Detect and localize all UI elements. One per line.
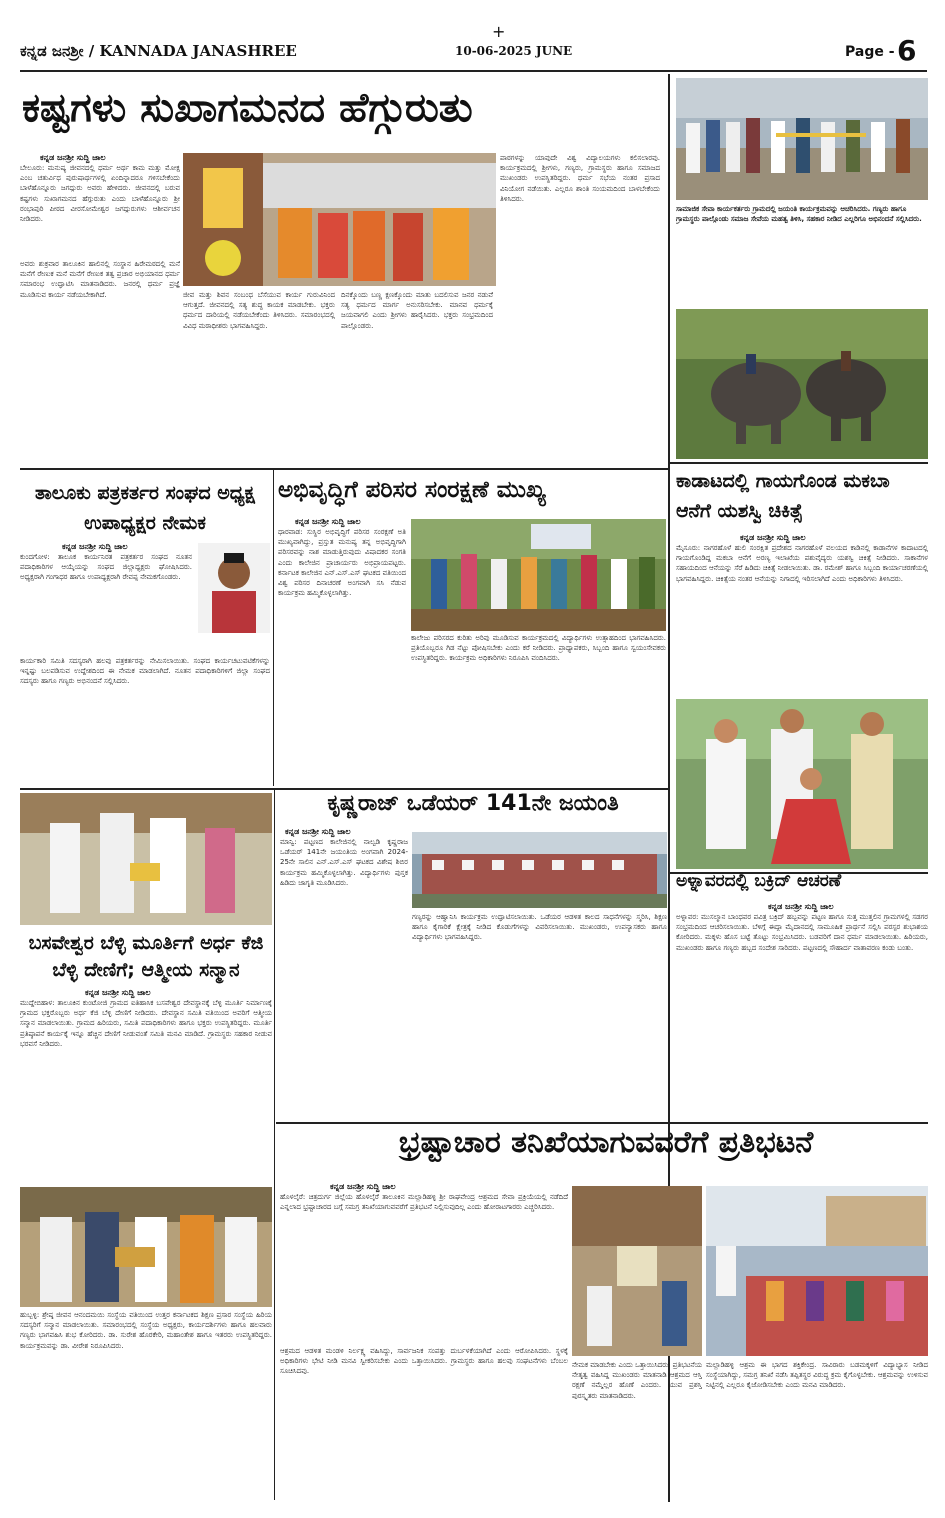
main-body-b: ಅವರು ಶುಕ್ರವಾರ ತಾಲೂಕಿನ ಹಾಲಿನಲ್ಲಿ ಸಂಸ್ಥಾನ ಹಿರೇಮಠದಲ್ಲಿ ಮನೆ ಮನೆಗೆ ರೇಣುಕ ಮನೆ ಮನೆಗೆ ರೇಣುಕ ತತ್ವ ಪ್ರಚಾರ ಅಭಿಯಾನದ ಧರ್ಮ ಸಮಾರಂಭ ಉದ್ಘಾಟಿಸಿ ಮಾತನಾಡಿದರು. ಜನರಲ್ಲಿ ಧರ್ಮ ಪ್ರಜ್ಞೆ ಮೂಡಿಸುವ ಕಾರ್ಯ ನಡೆಯಬೇಕಾಗಿದೆ. bbox=[20, 260, 180, 299]
main-body-c: ಜೀವ ಮತ್ತು ಶಿವನ ಸಂಬಂಧ ಬೆಸೆಯುವ ಕಾರ್ಯ ಗುರುವಿನಿಂದ ಆಗುತ್ತದೆ. ಜೀವನದಲ್ಲಿ ಸತ್ಯ ಶುದ್ಧ ಕಾಯಕ ಮಾಡಬೇಕು. ಭಕ್ತರು ಧರ್ಮದ ದಾರಿಯಲ್ಲಿ ನಡೆಯಬೇಕೆಂದು ತಿಳಿಸಿದರು. ಸಮಾರಂಭದಲ್ಲಿ ವಿವಿಧ ಮಠಾಧೀಶರು ಭಾಗವಹಿಸಿದ್ದರು. bbox=[183, 291, 335, 330]
bakrid-byline: ಕನ್ನಡ ಜನಶ್ರೀ ಸುದ್ದಿ ಜಾಲ bbox=[768, 902, 834, 911]
parisara-body-b: ಕಾಲೇಜು ಪರಿಸರದ ಕುರಿತು ಅರಿವು ಮೂಡಿಸುವ ಕಾರ್ಯಕ್ರಮದಲ್ಲಿ ವಿದ್ಯಾರ್ಥಿಗಳು ಉತ್ಸಾಹದಿಂದ ಭಾಗವಹಿಸಿದರು. ಪ್ರತಿಯೊಬ್ಬರೂ ಗಿಡ ನೆಟ್ಟು ಪೋಷಿಸಬೇಕು ಎಂದು ಕರೆ ನೀಡಿದರು. ಪ್ರಾಧ್ಯಾಪಕರು, ಸಿಬ್ಬಂದಿ ಹಾಗೂ ಸ್ವಯಂಸೇವಕರು ಉಪಸ್ಥಿತರಿದ್ದರು. ಕಾರ್ಯಕ್ರಮ ಅಧಿಕಾರಿಗಳು ನಿರೂಪಿಸಿ ವಂದಿಸಿದರು. bbox=[411, 634, 666, 663]
taluku-headline: ತಾಲೂಕು ಪತ್ರಕರ್ತರ ಸಂಘದ ಅಧ್ಯಕ್ಷ ಉಪಾಧ್ಯಕ್ಷರ ನೇಮಕ bbox=[35, 482, 255, 534]
group-photo-caption: ಸಾಮಾಜಿಕ ಸೇವಾ ಕಾರ್ಯಕರ್ತರು ಗ್ರಾಮದಲ್ಲಿ ಜಯಂತಿ ಕಾರ್ಯಕ್ರಮವನ್ನು ಆಚರಿಸಿದರು. ಗಣ್ಯರು ಹಾಗೂ ಗ್ರಾಮಸ್ಥರು ಪಾಲ್ಗೊಂಡು ಸಮಾಜ ಸೇವೆಯ ಮಹತ್ವ ತಿಳಿಸಿ, ಸಹಕಾರ ನೀಡಿದ ಎಲ್ಲರಿಗೂ ಅಭಿನಂದನೆ ಸಲ್ಲಿಸಿದರು. bbox=[676, 205, 922, 223]
krishnaraj-byline: ಕನ್ನಡ ಜನಶ್ರೀ ಸುದ್ದಿ ಜಾಲ bbox=[285, 827, 351, 836]
krishnaraj-body-b: ಗಣ್ಯರನ್ನು ಆಹ್ವಾನಿಸಿ ಕಾರ್ಯಕ್ರಮ ಉದ್ಘಾಟಿಸಲಾಯಿತು. ಒಡೆಯರ ಆಡಳಿತ ಕಾಲದ ಸಾಧನೆಗಳನ್ನು ಸ್ಮರಿಸಿ, ಶಿಕ್ಷಣ ಹಾಗೂ ಕೈಗಾರಿಕೆ ಕ್ಷೇತ್ರಕ್ಕೆ ನೀಡಿದ ಕೊಡುಗೆಗಳನ್ನು ವಿವರಿಸಲಾಯಿತು. ಮುಖಂಡರು, ಉಪನ್ಯಾಸಕರು ಹಾಗೂ ವಿದ್ಯಾರ್ಥಿಗಳು ಭಾಗವಹಿಸಿದ್ದರು. bbox=[412, 913, 667, 942]
portrait-photo bbox=[198, 543, 270, 633]
parisara-byline: ಕನ್ನಡ ಜನಶ್ರೀ ಸುದ್ದಿ ಜಾಲ bbox=[295, 517, 361, 526]
bakrid-body: ಅಳ್ನಾವರ: ಮುಸಲ್ಮಾನ ಬಾಂಧವರ ಪವಿತ್ರ ಬಕ್ರಿದ್ ಹಬ್ಬವನ್ನು ಪಟ್ಟಣ ಹಾಗೂ ಸುತ್ತ ಮುತ್ತಲಿನ ಗ್ರಾಮಗಳಲ್ಲಿ ಸಡಗರ ಸಂಭ್ರಮದಿಂದ ಆಚರಿಸಲಾಯಿತು. ಬೆಳಿಗ್ಗೆ ಈದ್ಗಾ ಮೈದಾನದಲ್ಲಿ ಸಾಮೂಹಿಕ ಪ್ರಾರ್ಥನೆ ಸಲ್ಲಿಸಿ ಪರಸ್ಪರ ಶುಭಾಶಯ ಕೋರಿದರು. ಮಕ್ಕಳು ಹೊಸ ಬಟ್ಟೆ ತೊಟ್ಟು ಸಂಭ್ರಮಿಸಿದರು. ಬಡವರಿಗೆ ದಾನ ಧರ್ಮ ಮಾಡಲಾಯಿತು. ಹಿರಿಯರು, ಮುಖಂಡರು ಹಾಗೂ ಗಣ್ಯರು ಹಬ್ಬದ ಸಂದೇಶ ಸಾರಿದರು. ಪಟ್ಟಣದಲ್ಲಿ ಸೌಹಾರ್ದ ವಾತಾವರಣ ಕಂಡು ಬಂತು. bbox=[676, 913, 928, 952]
paper-name: ಕನ್ನಡ ಜನಶ್ರೀ / KANNADA JANASHREE bbox=[20, 42, 297, 60]
main-headline: ಕಷ್ಟಗಳು ಸುಖಾಗಮನದ ಹೆಗ್ಗುರುತು bbox=[22, 85, 473, 131]
page-label: Page - bbox=[845, 44, 895, 60]
taluku-body-a: ಕುಂದಗೋಳ: ತಾಲೂಕ ಕಾರ್ಯನಿರತ ಪತ್ರಕರ್ತರ ಸಂಘದ ನೂತನ ಪದಾಧಿಕಾರಿಗಳ ಆಯ್ಕೆಯನ್ನು ಸಂಘದ ಜಿಲ್ಲಾಧ್ಯಕ್ಷರು ಘೋಷಿಸಿದರು. ಅಧ್ಯಕ್ಷರಾಗಿ ಗಂಗಾಧರ ಹಾಗೂ ಉಪಾಧ್ಯಕ್ಷರಾಗಿ ರೇವಪ್ಪ ನೇಮಕಗೊಂಡರು. bbox=[20, 553, 192, 582]
students-books-photo bbox=[412, 832, 667, 908]
bhrashtachara-body-c: ನೇಮಕ ಮಾಡಬೇಕು ಎಂದು ಒತ್ತಾಯಿಸಿದರು. ಪ್ರತಿಭಟನೆಯ ನೇತೃತ್ವ ವಹಿಸಿದ್ದ ಮುಖಂಡರು ಮಾತನಾಡಿ ಆಶ್ರಮದ ಆಸ್ತಿ ರಕ್ಷಣೆ ನಮ್ಮೆಲ್ಲರ ಹೊಣೆ ಎಂದರು. ಯುವ ಪ್ರಶಸ್ತಿ ಪುರಸ್ಕೃತರು ಮಾತನಾಡಿದರು. bbox=[572, 1361, 702, 1400]
page-number: 6 bbox=[897, 34, 917, 67]
main-body-d: ದಿನಕ್ಕೊಂದು ಬಣ್ಣ ಕ್ಷಣಕ್ಕೊಂದು ಮಾತು ಬದಲಿಸುವ ಜನರ ನಡುವೆ ಸತ್ಯ ಧರ್ಮದ ಮಾರ್ಗ ಅನುಸರಿಸಬೇಕು. ಮಾನವ ಧರ್ಮಕ್ಕೆ ಜಯವಾಗಲಿ ಎಂದು ಶ್ರೀಗಳು ಹಾರೈಸಿದರು. ಭಕ್ತರು ಸಂಭ್ರಮದಿಂದ ಪಾಲ್ಗೊಂಡರು. bbox=[341, 291, 493, 330]
basaveshwara-body: ಮುದ್ದೇಬಿಹಾಳ: ತಾಲೂಕಿನ ಕುಂಟೋಜಿ ಗ್ರಾಮದ ಐತಿಹಾಸಿಕ ಬಸವೇಶ್ವರ ದೇವಸ್ಥಾನಕ್ಕೆ ಬೆಳ್ಳಿ ಮೂರ್ತಿ ನಿರ್ಮಾಣಕ್ಕೆ ಗ್ರಾಮದ ಭಕ್ತರೊಬ್ಬರು ಅರ್ಧ ಕೆಜಿ ಬೆಳ್ಳಿ ದೇಣಿಗೆ ನೀಡಿದರು. ದೇವಸ್ಥಾನ ಸಮಿತಿ ವತಿಯಿಂದ ಅವರಿಗೆ ಆತ್ಮೀಯ ಸನ್ಮಾನ ಮಾಡಲಾಯಿತು. ಗ್ರಾಮದ ಹಿರಿಯರು, ಸಮಿತಿ ಪದಾಧಿಕಾರಿಗಳು ಹಾಗೂ ಭಕ್ತರು ಉಪಸ್ಥಿತರಿದ್ದರು. ಮೂರ್ತಿ ಪ್ರತಿಷ್ಠಾಪನೆ ಕಾರ್ಯಕ್ಕೆ ಇನ್ನೂ ಹೆಚ್ಚಿನ ದೇಣಿಗೆ ನೀಡುವಂತೆ ಸಮಿತಿ ಮನವಿ ಮಾಡಿದೆ. ಗ್ರಾಮಸ್ಥರು ಸಹಕಾರ ನೀಡುವ ಭರವಸೆ ನೀಡಿದರು. bbox=[20, 999, 272, 1048]
krishnaraj-body-a: ಮಾನ್ವಿ: ಪಟ್ಟಣದ ಕಾಲೇಜಿನಲ್ಲಿ ನಾಲ್ವಡಿ ಕೃಷ್ಣರಾಜ ಒಡೆಯರ್ 141ನೇ ಜಯಂತಿಯ ಅಂಗವಾಗಿ 2024-25ನೇ ಸಾಲಿನ ಎನ್.ಎಸ್.ಎಸ್ ಘಟಕದ ವಿಶೇಷ ಶಿಬಿರ ಕಾರ್ಯಕ್ರಮ ಹಮ್ಮಿಕೊಳ್ಳಲಾಗಿತ್ತು. ವಿದ್ಯಾರ್ಥಿಗಳು ಪುಸ್ತಕ ಹಿಡಿದು ಜಾಗೃತಿ ಮೂಡಿಸಿದರು. bbox=[280, 838, 408, 887]
elephant-headline: ಕಾಡಾಟದಲ್ಲಿ ಗಾಯಗೊಂಡ ಮಕಬಾ ಆನೆಗೆ ಯಶಸ್ವಿ ಚಿಕಿತ್ಸೆ bbox=[676, 470, 890, 522]
children-photo bbox=[676, 699, 928, 869]
section-rule bbox=[20, 788, 668, 790]
basaveshwara-byline: ಕನ್ನಡ ಜನಶ್ರೀ ಸುದ್ದಿ ಜಾಲ bbox=[85, 988, 151, 997]
taluku-byline: ಕನ್ನಡ ಜನಶ್ರೀ ಸುದ್ದಿ ಜಾಲ bbox=[62, 542, 128, 551]
column-divider bbox=[274, 790, 275, 1500]
parisara-body-a: ಧಾರವಾಡ: ಸುಸ್ಥಿರ ಅಭಿವೃದ್ಧಿಗೆ ಪರಿಸರ ಸಂರಕ್ಷಣೆ ಅತಿ ಮುಖ್ಯವಾಗಿದ್ದು, ಪ್ರಸ್ತುತ ಮನುಷ್ಯ ತನ್ನ ಅಭಿವೃದ್ಧಿಗಾಗಿ ಪರಿಸರವನ್ನು ನಾಶ ಮಾಡುತ್ತಿರುವುದು ವಿಷಾದಕರ ಸಂಗತಿ ಎಂದು ಕಾಲೇಜಿನ ಪ್ರಾಚಾರ್ಯರು ಅಭಿಪ್ರಾಯಪಟ್ಟರು. ಕರ್ನಾಟಕ ಕಾಲೇಜಿನ ಎನ್.ಎಸ್.ಎಸ್ ಘಟಕದ ವತಿಯಿಂದ ವಿಶ್ವ ಪರಿಸರ ದಿನಾಚರಣೆ ಅಂಗವಾಗಿ ಸಸಿ ನೆಡುವ ಕಾರ್ಯಕ್ರಮ ಹಮ್ಮಿಕೊಳ್ಳಲಾಗಿತ್ತು. bbox=[278, 528, 406, 598]
elephant-body: ಮೈಸೂರು: ನಾಗರಹೊಳೆ ಹುಲಿ ಸಂರಕ್ಷಿತ ಪ್ರದೇಶದ ನಾಗರಹೊಳೆ ವಲಯದ ಕಾಡಿನಲ್ಲಿ ಕಾಡಾನೆಗಳ ಕಾದಾಟದಲ್ಲಿ ಗಾಯಗೊಂಡಿದ್ದ ಮಕಬಾ ಆನೆಗೆ ಅರಣ್ಯ ಇಲಾಖೆಯ ಪಶುವೈದ್ಯರು ಯಶಸ್ವಿ ಚಿಕಿತ್ಸೆ ನೀಡಿದರು. ಸಾಕಾನೆಗಳ ಸಹಾಯದಿಂದ ಆನೆಯನ್ನು ಸೆರೆ ಹಿಡಿದು ಚಿಕಿತ್ಸೆ ನೀಡಲಾಯಿತು. ಡಾ. ರಮೇಶ್ ಹಾಗೂ ಸಿಬ್ಬಂದಿ ಕಾರ್ಯಾಚರಣೆಯಲ್ಲಿ ಭಾಗವಹಿಸಿದ್ದರು. ಚಿಕಿತ್ಸೆಯ ನಂತರ ಆನೆಯನ್ನು ನಿಗಾದಲ್ಲಿ ಇರಿಸಲಾಗಿದೆ ಎಂದು ಅಧಿಕಾರಿಗಳು ತಿಳಿಸಿದರು. bbox=[676, 544, 928, 583]
elephant-byline: ಕನ್ನಡ ಜನಶ್ರೀ ಸುದ್ದಿ ಜಾಲ bbox=[740, 533, 806, 542]
hubli-caption-body: ಹುಬ್ಬಳ್ಳಿ: ಶ್ರೇಷ್ಠ ಜೀವನ ಆನಂದಮಯಿ ಸಂಸ್ಥೆಯ ವತಿಯಿಂದ ಉತ್ತರ ಕರ್ನಾಟಕದ ಶಿಕ್ಷಣ ಪ್ರಸಾರ ಸಂಸ್ಥೆಯ ಹಿರಿಯ ಸದಸ್ಯರಿಗೆ ಸನ್ಮಾನ ಮಾಡಲಾಯಿತು. ಸಮಾರಂಭದಲ್ಲಿ ಸಂಸ್ಥೆಯ ಅಧ್ಯಕ್ಷರು, ಕಾರ್ಯದರ್ಶಿಗಳು ಹಾಗೂ ಹಲವಾರು ಗಣ್ಯರು ಭಾಗವಹಿಸಿ ಶುಭ ಕೋರಿದರು. ಡಾ. ಸುರೇಶ ಹೊರಕೇರಿ, ಮಹಾಂತೇಶ ಹಾಗೂ ಇತರರು ಉಪಸ್ಥಿತರಿದ್ದರು. ಕಾರ್ಯಕ್ರಮವನ್ನು ಡಾ. ವೀರೇಶ ನಿರೂಪಿಸಿದರು. bbox=[20, 1311, 272, 1350]
bhrashtachara-body-b: ಆಶ್ರಮದ ಆಡಳಿತ ಮಂಡಳಿ ನಿರ್ಲಕ್ಷ್ಯ ವಹಿಸಿದ್ದು, ಸಾರ್ವಜನಿಕ ಸಂಪತ್ತು ದುರ್ಬಳಕೆಯಾಗಿದೆ ಎಂದು ಆರೋಪಿಸಿದರು. ಸ್ಥಳಕ್ಕೆ ಅಧಿಕಾರಿಗಳು ಭೇಟಿ ನೀಡಿ ಮನವಿ ಸ್ವೀಕರಿಸಬೇಕು ಎಂದು ಒತ್ತಾಯಿಸಿದರು. ಗ್ರಾಮಸ್ಥರು ಹಾಗೂ ಹಲವು ಸಂಘಟನೆಗಳು ಬೆಂಬಲ ಸೂಚಿಸಿದವು. bbox=[280, 1347, 568, 1376]
main-body-e: ಪಾಠಗಳನ್ನು ಯಾವುದೇ ವಿಶ್ವ ವಿದ್ಯಾಲಯಗಳು ಕಲಿಸಲಾರವು. ಕಾರ್ಯಕ್ರಮದಲ್ಲಿ ಶ್ರೀಗಳು, ಗಣ್ಯರು, ಗ್ರಾಮಸ್ಥರು ಹಾಗೂ ಸಮಾಜದ ಮುಖಂಡರು ಉಪಸ್ಥಿತರಿದ್ದರು. ಧರ್ಮ ಸಭೆಯ ನಂತರ ಪ್ರಸಾದ ವಿನಿಯೋಗ ನಡೆಯಿತು. ಎಲ್ಲರೂ ಶಾಂತಿ ಸಂಯಮದಿಂದ ಬಾಳಬೇಕೆಂದು ತಿಳಿಸಿದರು. bbox=[500, 154, 660, 203]
elephant-photo bbox=[676, 309, 928, 459]
masthead-rule bbox=[20, 70, 927, 72]
column-divider bbox=[273, 470, 274, 786]
temple-ceremony-photo bbox=[183, 153, 496, 286]
main-byline: ಕನ್ನಡ ಜನಶ್ರೀ ಸುದ್ದಿ ಜಾಲ bbox=[40, 153, 106, 162]
tree-planting-photo bbox=[411, 519, 666, 631]
taluku-body-b: ಕಾರ್ಯಕಾರಿ ಸಮಿತಿ ಸದಸ್ಯರಾಗಿ ಹಲವು ಪತ್ರಕರ್ತರನ್ನು ನೇಮಿಸಲಾಯಿತು. ಸಂಘದ ಕಾರ್ಯಚಟುವಟಿಕೆಗಳನ್ನು ಇನ್ನಷ್ಟು ಬಲಪಡಿಸುವ ಉದ್ದೇಶದಿಂದ ಈ ನೇಮಕ ಮಾಡಲಾಗಿದೆ. ನೂತನ ಪದಾಧಿಕಾರಿಗಳಿಗೆ ಜಿಲ್ಲಾ ಸಂಘದ ಸದಸ್ಯರು ಹಾಗೂ ಗಣ್ಯರು ಅಭಿನಂದನೆ ಸಲ್ಲಿಸಿದರು. bbox=[20, 657, 270, 686]
award-ceremony-photo bbox=[20, 1187, 272, 1307]
felicitation-photo bbox=[20, 793, 272, 925]
parisara-headline: ಅಭಿವೃದ್ಧಿಗೆ ಪರಿಸರ ಸಂರಕ್ಷಣೆ ಮುಖ್ಯ bbox=[278, 477, 546, 503]
bhrashtachara-body-a: ಹೊಳಲ್ಕೆರೆ: ಚಿತ್ರದುರ್ಗ ಜಿಲ್ಲೆಯ ಹೊಳಲ್ಕೆರೆ ತಾಲೂಕಿನ ಮಲ್ಲಾಡಿಹಳ್ಳಿ ಶ್ರೀ ರಾಘವೇಂದ್ರ ಆಶ್ರಮದ ಸೇವಾ ಪ್ರಕ್ರಿಯೆಯಲ್ಲಿ ನಡೆದಿದೆ ಎನ್ನಲಾದ ಭ್ರಷ್ಟಾಚಾರದ ಬಗ್ಗೆ ಸಮಗ್ರ ತನಿಖೆಯಾಗುವವರೆಗೆ ಪ್ರತಿಭಟನೆ ನಿಲ್ಲಿಸುವುದಿಲ್ಲ ಎಂದು ಹೋರಾಟಗಾರರು ಎಚ್ಚರಿಸಿದರು. bbox=[280, 1193, 568, 1212]
section-rule bbox=[670, 462, 928, 464]
bhrashtachara-headline: ಭ್ರಷ್ಟಾಚಾರ ತನಿಖೆಯಾಗುವವರೆಗೆ ಪ್ರತಿಭಟನೆ bbox=[398, 1125, 814, 1160]
section-rule bbox=[20, 468, 668, 470]
registration-mark: + bbox=[492, 22, 506, 41]
section-rule bbox=[276, 1122, 928, 1124]
krishnaraj-headline: ಕೃಷ್ಣರಾಜ್ ಒಡೆಯರ್ 141ನೇ ಜಯಂತಿ bbox=[327, 791, 619, 816]
bhrashtachara-body-d: ಮಲ್ಲಾಡಿಹಳ್ಳಿ ಆಶ್ರಮ ಈ ಭಾಗದ ಶಕ್ತಿಕೇಂದ್ರ. ಸಾವಿರಾರು ಬಡಮಕ್ಕಳಿಗೆ ವಿದ್ಯಾಭ್ಯಾಸ ನೀಡಿದ ಸಂಸ್ಥೆಯಾಗಿದ್ದು, ಸಮಗ್ರ ತನಿಖೆ ನಡೆಸಿ ತಪ್ಪಿತಸ್ಥರ ವಿರುದ್ಧ ಕ್ರಮ ಕೈಗೊಳ್ಳಬೇಕು. ಆಶ್ರಮವನ್ನು ಉಳಿಸುವ ನಿಟ್ಟಿನಲ್ಲಿ ಎಲ್ಲರೂ ಕೈಜೋಡಿಸಬೇಕು ಎಂದು ಮನವಿ ಮಾಡಿದರು. bbox=[706, 1361, 928, 1390]
main-body-a: ಬೇಲೂರು: ಮನುಷ್ಯ ಜೀವನದಲ್ಲಿ ಧರ್ಮ ಅರ್ಥ ಕಾಮ ಮತ್ತು ಮೋಕ್ಷ ಎಂಬ ಚತುರ್ವಿಧ ಪುರುಷಾರ್ಥಗಳಲ್ಲಿ ಏಂದಿನ್ನಾದರೂ ಗಳಿಸಬೇಕೆಂದು ಬಾಳೆಹೊನ್ನೂರು ಜಗದ್ಗುರು ಅವರು ಹೇಳಿದರು. ಜೀವನದಲ್ಲಿ ಬರುವ ಕಷ್ಟಗಳು ಸುಖಾಗಮನದ ಹೆಗ್ಗುರುತು ಎಂದು ಬಾಳೆಹೊನ್ನೂರು ಶ್ರೀ ರಂಭಾಪುರಿ ಪೀಠದ ವೀರಸೋಮೇಶ್ವರ ಜಗದ್ಗುರುಗಳು ಆಶೀರ್ವಚನ ನೀಡಿದರು. bbox=[20, 164, 180, 224]
issue-date: 10-06-2025 JUNE bbox=[455, 44, 573, 58]
basaveshwara-headline: ಬಸವೇಶ್ವರ ಬೆಳ್ಳಿ ಮೂರ್ತಿಗೆ ಅರ್ಧ ಕೆಜಿ ಬೆಳ್ಳಿ ದೇಣಿಗೆ; ಆತ್ಮೀಯ ಸನ್ಮಾನ bbox=[28, 932, 264, 981]
bakrid-headline: ಅಳ್ನಾವರದಲ್ಲಿ ಬಕ್ರಿದ್ ಆಚರಣೆ bbox=[676, 871, 842, 891]
bhrashtachara-byline: ಕನ್ನಡ ಜನಶ್ರೀ ಸುದ್ದಿ ಜಾಲ bbox=[330, 1182, 396, 1191]
protest-photo-left bbox=[572, 1186, 702, 1356]
protest-photo-right bbox=[706, 1186, 928, 1356]
group-ribbon-photo bbox=[676, 78, 928, 200]
